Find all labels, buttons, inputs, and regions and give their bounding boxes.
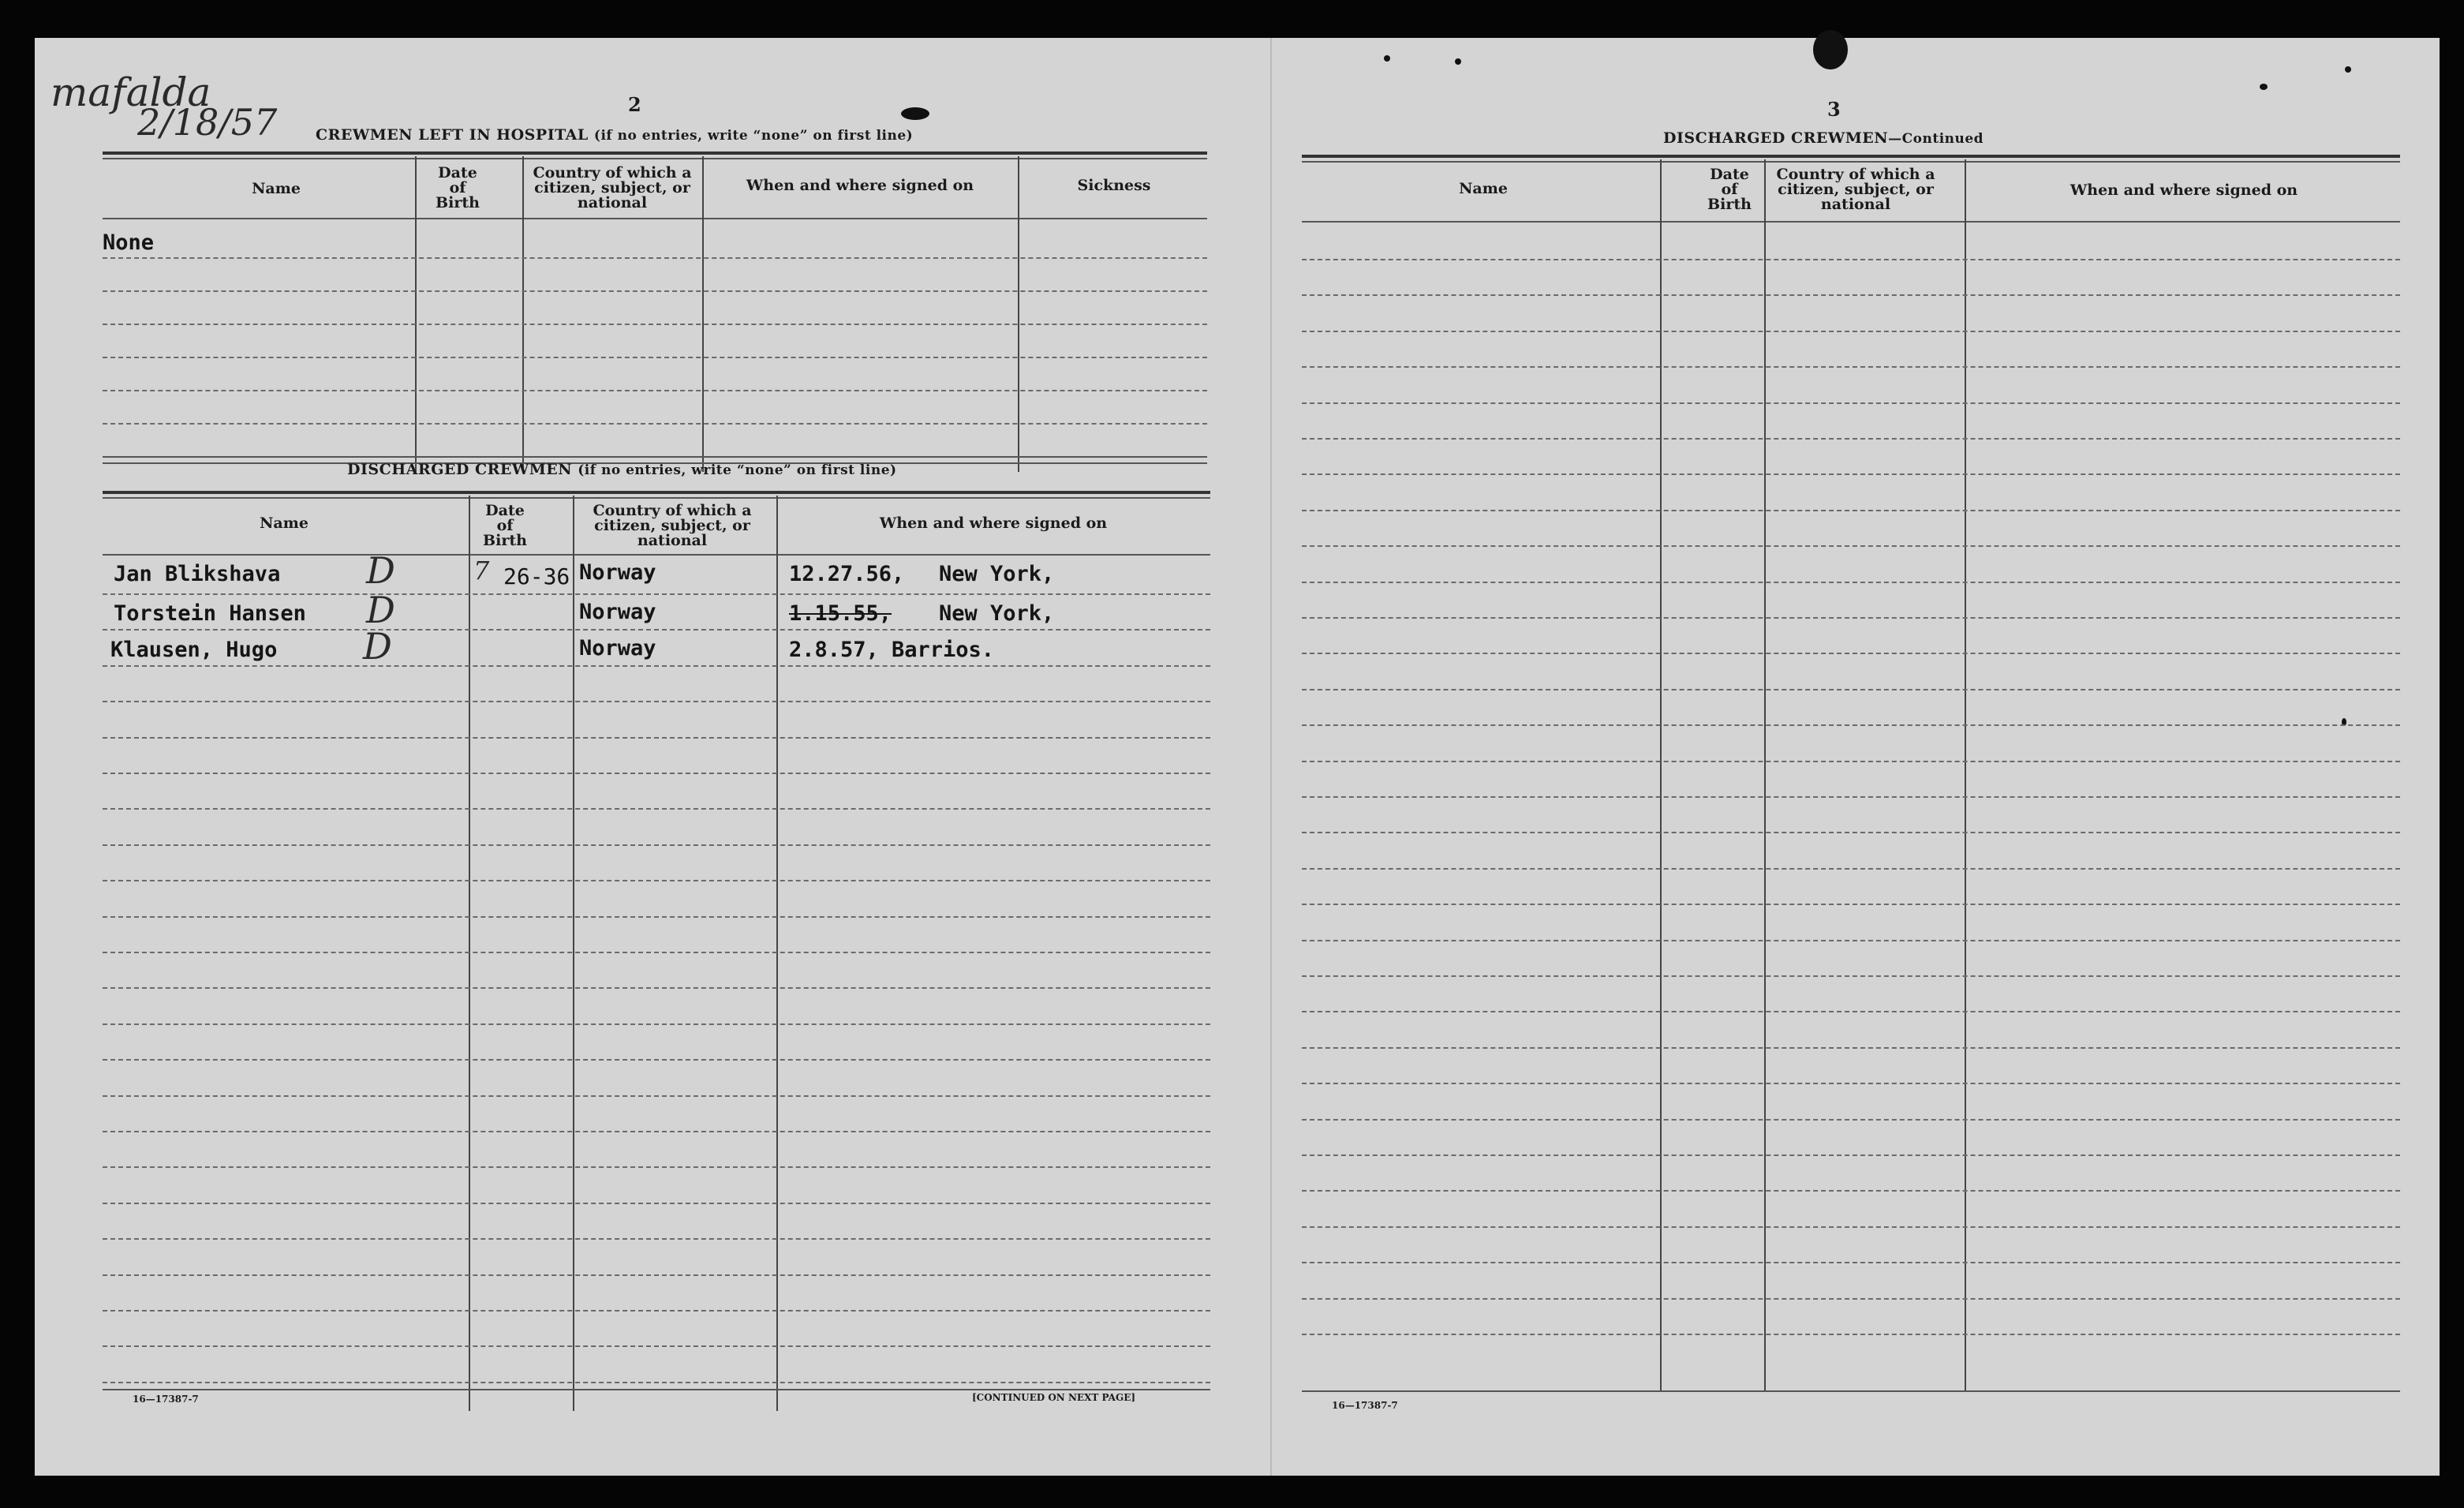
ruled-line bbox=[103, 987, 1210, 989]
hospital-line bbox=[103, 324, 1207, 325]
crew-row-3-signed-date: 2.8.57, bbox=[789, 638, 879, 662]
right-title-text: DISCHARGED CREWMEN bbox=[1663, 129, 1889, 147]
ruled-line bbox=[103, 629, 1210, 631]
crew-row-2-name: Torstein Hansen bbox=[114, 601, 306, 626]
ruled-line bbox=[103, 701, 1210, 702]
ruled-line bbox=[1302, 617, 2400, 619]
crew-row-2-signed-place: New York, bbox=[939, 601, 1055, 626]
ruled-line bbox=[1302, 1047, 2400, 1049]
crew-row-1-signed-place: New York, bbox=[939, 562, 1055, 586]
hospital-col-country: Country of which a citizen, subject, or national bbox=[533, 164, 692, 211]
handwritten-date: 2/18/57 bbox=[137, 101, 278, 144]
ruled-line bbox=[103, 1059, 1210, 1061]
ruled-line bbox=[1302, 1298, 2400, 1300]
discharged-col-dob: Date of Birth bbox=[483, 502, 527, 549]
crew-row-3-name: Klausen, Hugo bbox=[110, 638, 278, 662]
hospital-col-divider bbox=[702, 156, 704, 472]
ink-spot bbox=[2260, 84, 2268, 90]
hospital-col-sickness: Sickness bbox=[1077, 177, 1151, 194]
crew-row-2-signed-date: 1.15.55, bbox=[789, 601, 892, 626]
right-section-title bbox=[1663, 129, 1984, 147]
crew-row-1-name: Jan Blikshava bbox=[114, 562, 281, 586]
hospital-col-name: Name bbox=[252, 180, 301, 197]
left-form-number: 16—17387-7 bbox=[133, 1394, 199, 1405]
hospital-col-divider bbox=[415, 156, 417, 472]
right-col-country: Country of which a citizen, subject, or national bbox=[1776, 166, 1935, 213]
ruled-line bbox=[1302, 366, 2400, 368]
right-form-number: 16—17387-7 bbox=[1332, 1400, 1398, 1411]
right-top-rule bbox=[1302, 155, 2400, 158]
discharged-instruction: (if no entries, write “none” on first line) bbox=[578, 462, 897, 478]
ruled-line bbox=[1302, 1334, 2400, 1335]
ruled-line bbox=[103, 1345, 1210, 1347]
hospital-col-dob: Date of Birth bbox=[436, 164, 480, 211]
right-page-number: 3 bbox=[1827, 98, 1841, 121]
ruled-line bbox=[103, 916, 1210, 918]
discharged-header-rule bbox=[103, 554, 1210, 556]
ruled-line bbox=[103, 593, 1210, 595]
ruled-line bbox=[103, 1203, 1210, 1204]
ruled-line bbox=[1302, 1154, 2400, 1156]
ruled-line bbox=[1302, 1083, 2400, 1084]
ruled-line bbox=[1302, 473, 2400, 475]
hospital-top-rule-2 bbox=[103, 158, 1207, 159]
continued-note: [CONTINUED ON NEXT PAGE] bbox=[972, 1392, 1136, 1403]
ruled-line bbox=[103, 952, 1210, 953]
crew-row-2-mark: D bbox=[366, 589, 395, 631]
ruled-line bbox=[1302, 1262, 2400, 1263]
discharged-top-rule-2 bbox=[103, 497, 1210, 499]
hospital-line bbox=[103, 257, 1207, 259]
ruled-line bbox=[1302, 259, 2400, 260]
ruled-line bbox=[1302, 294, 2400, 296]
ruled-line bbox=[1302, 331, 2400, 332]
ruled-line bbox=[1302, 761, 2400, 762]
ruled-line bbox=[1302, 438, 2400, 440]
right-col-divider bbox=[1965, 159, 1966, 1392]
ruled-line bbox=[1302, 724, 2400, 726]
crew-row-3-country: Norway bbox=[579, 636, 656, 660]
hospital-section-title bbox=[316, 126, 913, 144]
discharged-col-country: Country of which a citizen, subject, or national bbox=[593, 502, 752, 549]
ink-spot bbox=[1813, 30, 1848, 69]
hospital-bottom-rule bbox=[103, 456, 1207, 458]
ruled-line bbox=[1302, 689, 2400, 690]
ruled-line bbox=[103, 1131, 1210, 1132]
hospital-top-rule bbox=[103, 152, 1207, 155]
ruled-line bbox=[103, 1382, 1210, 1383]
right-title-suffix: —Continued bbox=[1888, 131, 1984, 147]
page-fold bbox=[1270, 38, 1272, 1476]
ruled-line bbox=[103, 808, 1210, 810]
crew-row-3-signed-place: Barrios. bbox=[892, 638, 995, 662]
hospital-instruction: (if no entries, write “none” on first line) bbox=[593, 128, 914, 144]
ruled-line bbox=[1302, 510, 2400, 511]
hospital-col-signed: When and where signed on bbox=[746, 177, 974, 194]
ruled-line bbox=[1302, 904, 2400, 905]
discharged-col-signed: When and where signed on bbox=[879, 515, 1108, 532]
crew-row-1-mark: D bbox=[366, 549, 395, 592]
ruled-line bbox=[1302, 975, 2400, 977]
right-col-divider bbox=[1660, 159, 1662, 1392]
ruled-line bbox=[1302, 402, 2400, 404]
ruled-line bbox=[103, 1166, 1210, 1168]
right-col-divider bbox=[1764, 159, 1766, 1392]
hospital-title-text: CREWMEN LEFT IN HOSPITAL bbox=[316, 126, 589, 144]
hospital-header-rule bbox=[103, 218, 1207, 219]
ruled-line bbox=[103, 1023, 1210, 1025]
ruled-line bbox=[103, 1274, 1210, 1276]
ink-spot bbox=[1384, 55, 1390, 62]
discharged-top-rule bbox=[103, 491, 1210, 494]
ruled-line bbox=[1302, 796, 2400, 798]
ruled-line bbox=[1302, 868, 2400, 870]
ruled-line bbox=[1302, 1190, 2400, 1192]
ruled-line bbox=[103, 773, 1210, 774]
hospital-line bbox=[103, 390, 1207, 391]
ruled-line bbox=[1302, 1119, 2400, 1121]
ruled-line bbox=[1302, 1011, 2400, 1012]
crew-row-1-country: Norway bbox=[579, 560, 656, 585]
right-col-dob: Date of Birth bbox=[1707, 166, 1752, 213]
ruled-line bbox=[103, 1238, 1210, 1240]
crew-row-1-dob-prefix: 7 bbox=[473, 556, 490, 586]
ink-spot bbox=[2345, 66, 2351, 73]
handwritten-vessel: mafalda bbox=[50, 69, 211, 115]
manifest-sheet bbox=[35, 38, 2440, 1476]
ruled-line bbox=[1302, 940, 2400, 941]
discharged-section-title bbox=[347, 461, 897, 478]
discharged-bottom-rule bbox=[103, 1389, 1210, 1390]
right-col-signed: When and where signed on bbox=[2070, 181, 2298, 199]
crew-row-1-signed-date: 12.27.56, bbox=[789, 562, 905, 586]
crew-row-2-country: Norway bbox=[579, 600, 656, 624]
ruled-line bbox=[103, 1310, 1210, 1312]
right-col-name: Name bbox=[1459, 180, 1508, 197]
discharged-title-text: DISCHARGED CREWMEN bbox=[347, 461, 573, 478]
right-top-rule-2 bbox=[1302, 161, 2400, 163]
ruled-line bbox=[1302, 832, 2400, 833]
ruled-line bbox=[103, 880, 1210, 881]
ruled-line bbox=[1302, 653, 2400, 654]
crew-row-1-dob: 26-36 bbox=[503, 563, 570, 589]
hospital-line bbox=[103, 423, 1207, 425]
ruled-line bbox=[1302, 545, 2400, 547]
hospital-col-divider bbox=[522, 156, 524, 472]
right-header-rule bbox=[1302, 221, 2400, 223]
discharged-col-name: Name bbox=[260, 515, 308, 532]
hospital-line bbox=[103, 290, 1207, 292]
ruled-line bbox=[103, 1095, 1210, 1097]
crew-row-3-mark: D bbox=[363, 625, 392, 668]
ruled-line bbox=[103, 665, 1210, 667]
hospital-line bbox=[103, 357, 1207, 358]
ruled-line bbox=[103, 737, 1210, 739]
hospital-none-entry: None bbox=[103, 230, 155, 255]
left-page-number: 2 bbox=[628, 93, 641, 116]
ink-spot bbox=[1455, 58, 1461, 65]
ruled-line bbox=[103, 844, 1210, 846]
ruled-line bbox=[1302, 582, 2400, 583]
ruled-line bbox=[1302, 1226, 2400, 1228]
ink-spot bbox=[901, 107, 929, 120]
hospital-col-divider bbox=[1018, 156, 1019, 472]
right-bottom-rule bbox=[1302, 1390, 2400, 1392]
